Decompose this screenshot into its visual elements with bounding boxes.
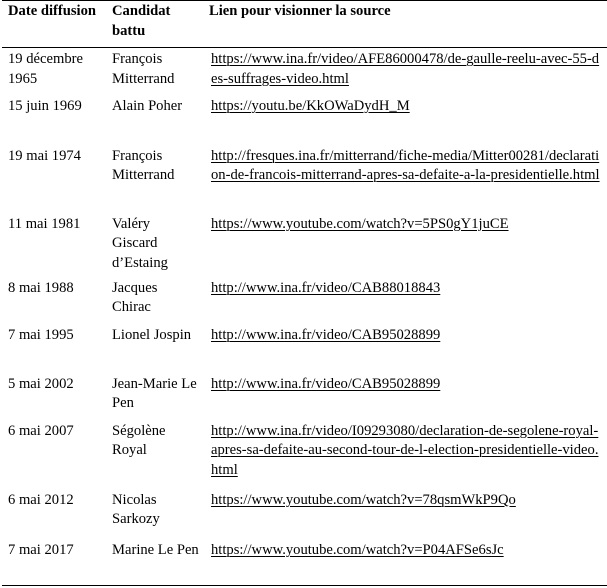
cell-candidate: François Mitterrand — [112, 147, 175, 183]
table-row — [2, 145, 607, 213]
cell-candidate: Jean-Marie Le Pen — [112, 375, 197, 411]
table-row — [2, 489, 607, 539]
cell-date: 6 mai 2012 — [8, 491, 74, 508]
cell-date: 19 décembre 1965 — [8, 51, 83, 87]
table-row — [2, 95, 607, 145]
source-link[interactable]: http://fresques.ina.fr/mitterrand/fiche-media/Mitter00281/declaration-de-francois-mitterrand-apres-sa-defaite-a-la-presidentielle.html — [211, 147, 600, 183]
source-link[interactable]: https://www.youtube.com/watch?v=P04AFSe6sJc — [211, 541, 504, 558]
table-row — [2, 420, 607, 489]
cell-date: 8 mai 1988 — [8, 279, 74, 296]
cell-candidate: Alain Poher — [112, 97, 183, 114]
table-header — [2, 1, 607, 48]
source-link[interactable]: http://www.ina.fr/video/CAB95028899 — [211, 326, 441, 343]
source-link[interactable]: https://youtu.be/KkOWaDydH_M — [211, 97, 410, 114]
cell-link — [203, 48, 607, 95]
source-link[interactable]: http://www.ina.fr/video/CAB88018843 — [211, 279, 441, 296]
cell-candidate: Valéry Giscard d’Estaing — [112, 215, 168, 271]
cell-date: 7 mai 1995 — [8, 326, 74, 343]
cell-candidate: Lionel Jospin — [112, 326, 192, 343]
cell-link — [203, 324, 607, 373]
cell-candidate: Nicolas Sarkozy — [112, 491, 160, 527]
cell-date: 5 mai 2002 — [8, 375, 74, 392]
cell-date: 19 mai 1974 — [8, 147, 81, 164]
table-row — [2, 277, 607, 324]
source-link[interactable]: http://www.ina.fr/video/CAB95028899 — [211, 375, 441, 392]
cell-link — [203, 373, 607, 420]
header-row — [2, 1, 607, 48]
table-body — [2, 48, 607, 586]
table-row — [2, 539, 607, 586]
cell-candidate: François Mitterrand — [112, 51, 175, 87]
table-row — [2, 213, 607, 277]
header-link: Lien pour visionner la source — [203, 1, 607, 48]
broadcast-sources-table — [2, 0, 607, 586]
source-link[interactable]: https://www.youtube.com/watch?v=5PS0gY1juCE — [211, 215, 509, 232]
cell-link — [203, 145, 607, 213]
cell-link — [203, 277, 607, 324]
cell-candidate: Ségolène Royal — [112, 422, 166, 458]
cell-date: 6 mai 2007 — [8, 422, 74, 439]
cell-link — [203, 539, 607, 586]
cell-link — [203, 95, 607, 145]
cell-link — [203, 489, 607, 539]
source-link[interactable]: https://www.youtube.com/watch?v=78qsmWkP9Qo — [211, 491, 516, 508]
table-row — [2, 324, 607, 373]
cell-date: 7 mai 2017 — [2, 539, 106, 586]
cell-date: 11 mai 1981 — [8, 215, 81, 232]
source-link[interactable]: http://www.ina.fr/video/I09293080/declaration-de-segolene-royal-apres-sa-defaite-au-second-tour-de-l-election-presidentielle-video.html — [211, 422, 599, 478]
cell-date: 15 juin 1969 — [8, 97, 82, 114]
cell-link — [203, 420, 607, 489]
cell-link — [203, 213, 607, 277]
cell-candidate: Jacques Chirac — [112, 279, 158, 315]
header-candidate: Candidat battu — [106, 1, 203, 48]
cell-candidate: Marine Le Pen — [106, 539, 203, 586]
source-link[interactable]: https://www.ina.fr/video/AFE86000478/de-gaulle-reelu-avec-55-des-suffrages-video.html — [211, 51, 600, 87]
table-row — [2, 48, 607, 95]
header-date: Date diffusion — [2, 1, 106, 48]
table-row — [2, 373, 607, 420]
